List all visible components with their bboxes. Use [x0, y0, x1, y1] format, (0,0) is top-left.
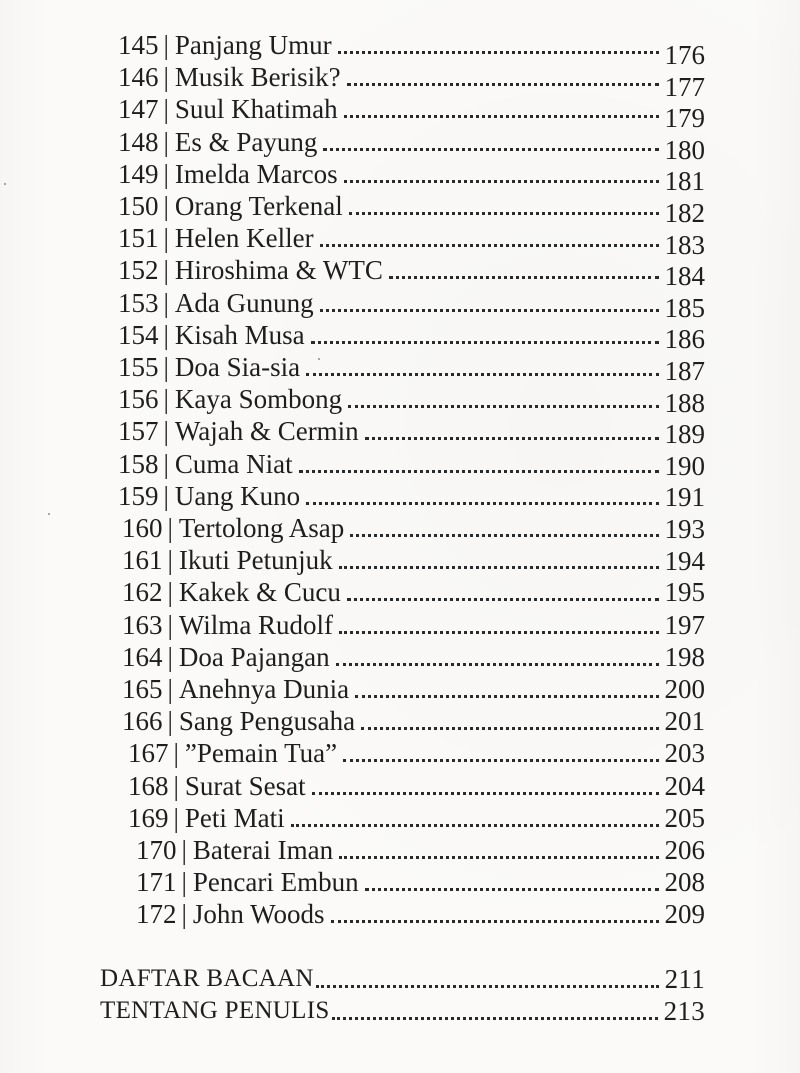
- entry-page-number: 208: [664, 867, 705, 898]
- entry-number: 172: [136, 899, 177, 930]
- entry-page-number: 177: [664, 71, 705, 102]
- entry-number: 148: [118, 126, 159, 157]
- entry-title: Surat Sesat: [184, 770, 306, 801]
- entry-separator: |: [163, 287, 169, 318]
- entry-title: Panjang Umur: [174, 30, 332, 60]
- entry-separator: |: [163, 480, 169, 511]
- entry-title: Sang Pengusaha: [178, 706, 356, 737]
- entry-title: Anehnya Dunia: [178, 674, 350, 704]
- toc-entry: [118, 319, 705, 355]
- toc-entry: [128, 802, 705, 834]
- dot-leader: [361, 705, 658, 737]
- entry-page-number: 191: [664, 482, 705, 513]
- entry-page-number: 184: [664, 261, 705, 292]
- entry-number: 153: [118, 287, 159, 318]
- dot-leader: [306, 480, 658, 512]
- toc-entry: [118, 287, 705, 323]
- toc-entry: [136, 834, 705, 866]
- entry-title: Cuma Niat: [174, 448, 293, 479]
- entry-separator: |: [163, 416, 169, 447]
- entry-page-number: 188: [664, 387, 705, 418]
- entry-number: 151: [118, 223, 159, 254]
- toc-entry: [122, 641, 705, 673]
- entry-number: 150: [118, 191, 159, 221]
- entry-separator: |: [163, 62, 169, 93]
- entry-title: Imelda Marcos: [174, 158, 338, 189]
- entry-page-number: 204: [664, 770, 705, 801]
- entry-title: Doa Sia-sia: [174, 352, 301, 382]
- entry-number: 161: [122, 545, 163, 576]
- entry-title: Suul Khatimah: [174, 94, 338, 125]
- toc-entry: [122, 512, 705, 544]
- entry-title: Kakek & Cucu: [178, 577, 341, 608]
- entry-separator: |: [163, 158, 169, 189]
- appendix-entry: [100, 963, 705, 995]
- entry-page-number: 205: [664, 802, 705, 833]
- entry-separator: |: [163, 319, 169, 350]
- entry-separator: |: [167, 609, 173, 640]
- entry-separator: |: [167, 674, 173, 704]
- dot-leader: [389, 254, 659, 286]
- dot-leader: [339, 609, 658, 641]
- dot-leader: [365, 415, 659, 447]
- dot-leader: [343, 737, 658, 769]
- entry-title: Uang Kuno: [174, 480, 301, 511]
- entry-page-number: 176: [664, 40, 705, 70]
- toc-entry: [118, 93, 705, 134]
- dot-leader: [365, 866, 659, 898]
- entry-page-number: 186: [664, 324, 705, 355]
- entry-number: 169: [128, 802, 169, 833]
- entry-separator: |: [173, 802, 179, 833]
- entry-separator: |: [163, 94, 169, 125]
- entry-page-number: 197: [664, 609, 705, 640]
- entry-number: 171: [136, 867, 177, 898]
- entry-page-number: 209: [664, 899, 705, 930]
- toc-entry: [128, 770, 705, 802]
- entry-separator: |: [163, 223, 169, 254]
- entry-title: Ikuti Petunjuk: [178, 545, 333, 576]
- entry-title: Wilma Rudolf: [178, 609, 334, 640]
- toc-entry: [122, 609, 705, 641]
- entry-separator: |: [163, 30, 169, 60]
- entry-number: 156: [118, 384, 159, 415]
- dot-leader: [348, 383, 658, 415]
- entry-separator: |: [163, 191, 169, 221]
- dot-leader: [347, 61, 659, 93]
- toc-entry: [118, 254, 705, 292]
- entry-number: 160: [122, 513, 163, 543]
- entry-page-number: 203: [664, 738, 705, 769]
- entry-title: Helen Keller: [174, 223, 314, 254]
- entry-page-number: 190: [664, 450, 705, 481]
- entry-number: 152: [118, 255, 159, 286]
- toc-entry: [122, 673, 705, 705]
- dot-leader: [323, 126, 658, 158]
- dot-leader: [355, 673, 658, 705]
- appendix-entry: [100, 995, 705, 1027]
- entry-title: Musik Berisik?: [174, 62, 341, 93]
- entry-page-number: 195: [664, 577, 705, 608]
- entry-separator: |: [167, 545, 173, 576]
- entry-title: Hiroshima & WTC: [174, 255, 383, 286]
- entry-separator: |: [163, 384, 169, 415]
- toc-entry: [128, 737, 705, 769]
- entry-title: Orang Terkenal: [174, 191, 343, 221]
- entry-number: 164: [122, 641, 163, 672]
- entry-title: Doa Pajangan: [178, 641, 330, 672]
- entry-page-number: 185: [664, 292, 705, 323]
- toc-entry: [118, 383, 705, 418]
- toc-entry: [118, 29, 705, 70]
- entry-page-number: 180: [664, 134, 705, 165]
- toc-entry: [122, 544, 705, 576]
- dot-leader: [344, 93, 659, 125]
- entry-title: Pencari Embun: [192, 867, 359, 898]
- entry-title: Ada Gunung: [174, 287, 314, 318]
- dot-leader: [347, 576, 659, 608]
- entry-number: 157: [118, 416, 159, 447]
- entry-page-number: 193: [664, 514, 705, 544]
- entry-number: 165: [122, 674, 163, 704]
- dot-leader: [312, 770, 659, 802]
- entry-title: Tertolong Asap: [178, 513, 345, 543]
- appendix-page-number: 211: [664, 964, 705, 994]
- entry-separator: |: [167, 706, 173, 737]
- dot-leader: [344, 158, 659, 190]
- appendix-title: TENTANG PENULIS: [100, 997, 330, 1024]
- toc-entry: [136, 866, 705, 898]
- entry-page-number: 200: [664, 674, 705, 704]
- dot-leader: [320, 222, 659, 254]
- entry-page-number: 189: [664, 419, 705, 450]
- entry-page-number: 179: [664, 103, 705, 134]
- entry-number: 145: [118, 30, 159, 60]
- dot-leader: [336, 641, 659, 673]
- entry-separator: |: [173, 738, 179, 769]
- entry-title: Baterai Iman: [192, 835, 334, 865]
- entry-number: 163: [122, 609, 163, 640]
- dot-leader: [350, 512, 658, 544]
- entry-separator: |: [181, 867, 187, 898]
- toc-entry: [118, 222, 705, 260]
- entry-number: 149: [118, 158, 159, 189]
- toc-entry: [118, 61, 705, 102]
- paper-speck: [48, 513, 50, 515]
- dot-leader: [331, 898, 659, 930]
- entry-title: Peti Mati: [184, 802, 285, 833]
- paper-speck: [4, 183, 6, 185]
- entry-separator: |: [167, 513, 173, 543]
- appendix-title: DAFTAR BACAAN: [100, 965, 314, 992]
- entry-page-number: 198: [664, 641, 705, 672]
- toc-entry: [122, 576, 705, 608]
- entry-separator: |: [163, 126, 169, 157]
- paper-speck: [318, 358, 320, 360]
- entry-separator: |: [163, 352, 169, 382]
- entry-separator: |: [167, 577, 173, 608]
- entry-separator: |: [163, 448, 169, 479]
- entry-page-number: 187: [664, 356, 705, 386]
- entry-number: 154: [118, 319, 159, 350]
- entry-number: 158: [118, 448, 159, 479]
- entry-title: Kisah Musa: [174, 319, 305, 350]
- toc-entry: [118, 126, 705, 165]
- entry-number: 162: [122, 577, 163, 608]
- entry-title: John Woods: [192, 899, 325, 930]
- dot-leader: [306, 351, 658, 383]
- entry-number: 168: [128, 770, 169, 801]
- entry-separator: |: [163, 255, 169, 286]
- dot-leader: [338, 29, 659, 61]
- dot-leader: [291, 802, 659, 834]
- entry-number: 166: [122, 706, 163, 737]
- entry-page-number: 201: [664, 706, 705, 737]
- toc-entry: [122, 705, 705, 737]
- dot-leader: [320, 287, 659, 319]
- dot-leader: [349, 190, 659, 222]
- dot-leader: [311, 319, 659, 351]
- dot-leader: [332, 995, 658, 1027]
- entry-separator: |: [173, 770, 179, 801]
- dot-leader: [299, 448, 659, 480]
- entry-number: 170: [136, 835, 177, 865]
- toc-entry: [118, 190, 705, 228]
- toc-entry: [118, 158, 705, 197]
- entry-number: 146: [118, 62, 159, 93]
- entry-page-number: 183: [664, 229, 705, 260]
- toc-entry: [136, 898, 705, 930]
- entry-number: 167: [128, 738, 169, 769]
- entry-title: ”Pemain Tua”: [184, 738, 338, 769]
- entry-title: Kaya Sombong: [174, 384, 343, 415]
- dot-leader: [339, 544, 659, 576]
- dot-leader: [339, 834, 658, 866]
- entry-page-number: 194: [664, 545, 705, 576]
- entry-page-number: 206: [664, 835, 705, 865]
- entry-separator: |: [181, 835, 187, 865]
- entry-title: Wajah & Cermin: [174, 416, 359, 447]
- toc-entry: [118, 448, 705, 480]
- entry-number: 147: [118, 94, 159, 125]
- entry-title: Es & Payung: [174, 126, 318, 157]
- entry-page-number: 182: [664, 198, 705, 228]
- entry-number: 159: [118, 480, 159, 511]
- toc-entry: [118, 480, 705, 512]
- entry-separator: |: [181, 899, 187, 930]
- toc-entry: [118, 415, 705, 450]
- entry-separator: |: [167, 641, 173, 672]
- appendix-page-number: 213: [663, 996, 705, 1026]
- entry-number: 155: [118, 352, 159, 382]
- toc-entry: [118, 351, 705, 386]
- dot-leader: [316, 963, 659, 995]
- entry-page-number: 181: [664, 166, 705, 197]
